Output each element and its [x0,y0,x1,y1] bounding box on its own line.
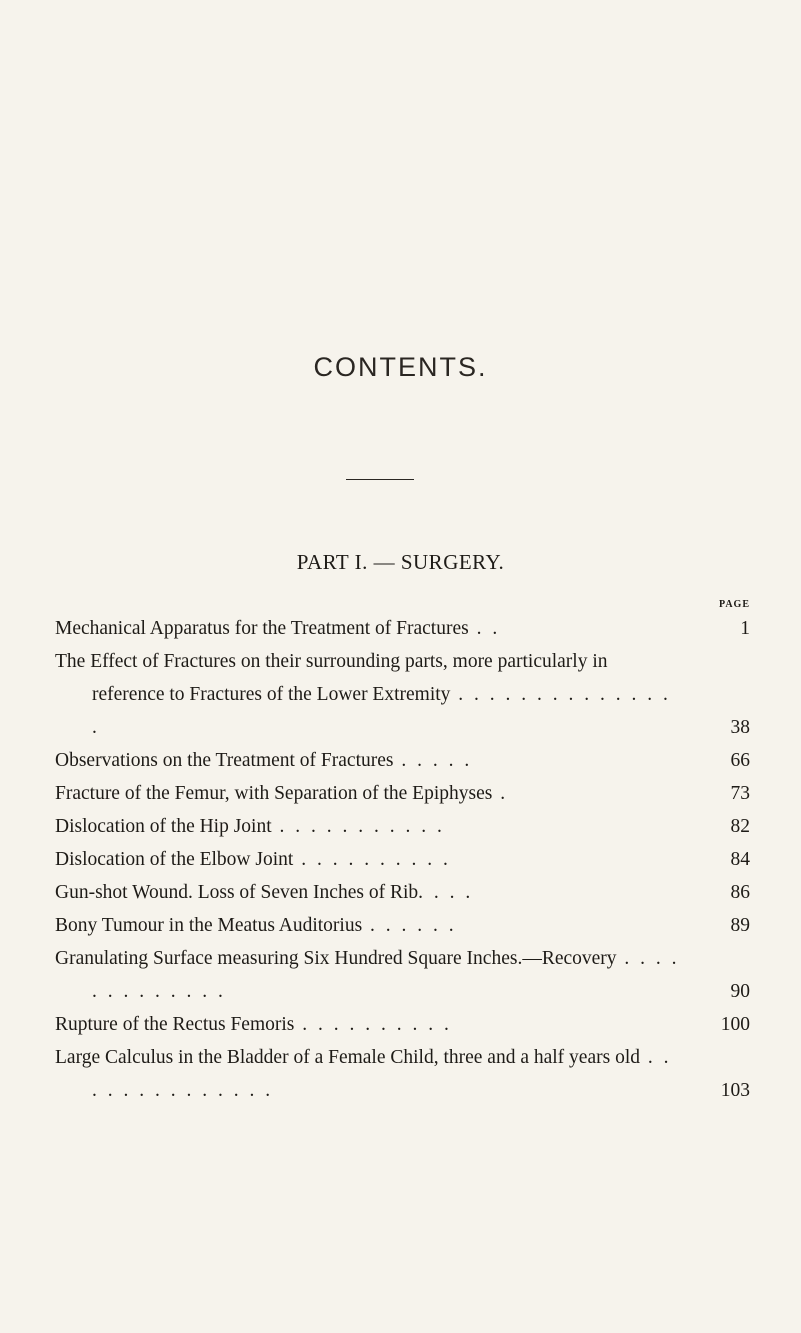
toc-entry [55,744,750,777]
toc-entry [55,612,750,645]
toc-entry-leaders: . [492,783,509,804]
toc-entry-title: Large Calculus in the Bladder of a Female Child, three and a half years old [55,1047,640,1068]
toc-entry-title: Gun-shot Wound. Loss of Seven Inches of Rib [55,882,419,903]
toc-entry [55,876,750,909]
toc-entry-leaders: . . . . . . . . . . . . . . . [92,684,671,738]
toc-entry-page: 1 [740,618,750,639]
toc-entry [55,777,750,810]
toc-entry-title: Fracture of the Femur, with Separation of the Epiphyses [55,783,493,804]
toc-entry-leaders: . . . . . . . . . . . [271,816,445,837]
toc-entry [55,843,750,876]
toc-entry [55,1041,750,1107]
title-rule [346,479,414,480]
toc-entry-page: 84 [730,849,750,870]
toc-entry-page: 38 [730,717,750,738]
toc-entry-title: Granulating Surface measuring Six Hundred Square Inches.—Recovery [55,948,617,969]
toc-entry [55,909,750,942]
toc-entry-title: Dislocation of the Elbow Joint [55,849,294,870]
toc-entry-leaders: . . [468,618,501,639]
toc-entry-leaders: . . . . . . . . . . . . . . [92,1047,672,1101]
toc-entry [55,645,750,744]
toc-entry-title: Rupture of the Rectus Femoris [55,1014,295,1035]
toc-entry-leaders: . . . . [418,882,474,903]
toc-entry-page: 89 [730,915,750,936]
toc-entry [55,810,750,843]
toc-entry-page: 66 [730,750,750,771]
toc-entry-title: Observations on the Treatment of Fractures [55,750,394,771]
toc-entry [55,1008,750,1041]
toc-entry-title: The Effect of Fractures on their surrounding parts, more particularly in reference to Fractures of the Lower Extremity [55,651,608,705]
page-column-label: PAGE [718,599,750,610]
toc-entry-leaders: . . . . . . . . . . [293,849,451,870]
toc-entry-leaders: . . . . . . . . . . [294,1014,452,1035]
toc-entry-page: 73 [730,783,750,804]
table-of-contents [55,612,750,1107]
toc-entry-page: 82 [730,816,750,837]
toc-entry-leaders: . . . . . [393,750,473,771]
toc-entry-title: Dislocation of the Hip Joint [55,816,272,837]
toc-entry-title: Bony Tumour in the Meatus Auditorius [55,915,363,936]
toc-entry-title: Mechanical Apparatus for the Treatment of Fractures [55,618,469,639]
toc-entry-page: 100 [720,1014,750,1035]
toc-entry-leaders: . . . . . . [362,915,457,936]
part-heading: PART I. — SURGERY. [296,550,505,574]
toc-entry [55,942,750,1008]
toc-entry-page: 90 [730,981,750,1002]
page-title: CONTENTS. [313,352,488,382]
toc-entry-leaders: . . . . . . . . . . . . . [92,948,680,1002]
toc-entry-page: 86 [730,882,750,903]
toc-entry-page: 103 [720,1080,750,1101]
